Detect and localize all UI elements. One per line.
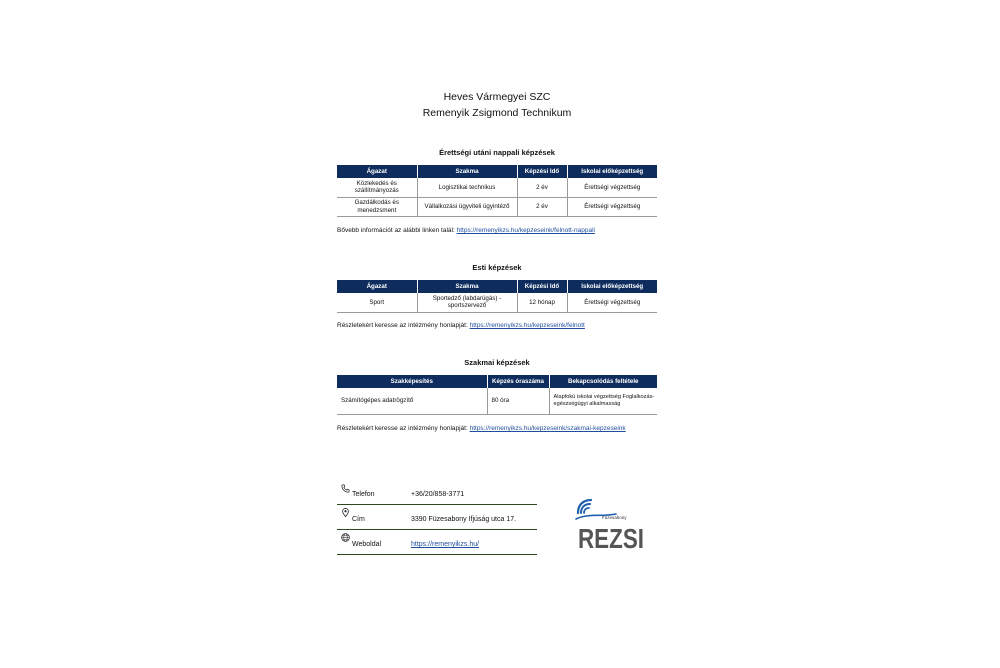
table-cell: Logisztikai technikus — [417, 178, 517, 197]
column-header: Képzési Idő — [517, 165, 567, 178]
note-text: Bővebb információt az alábbi linken talál: — [337, 227, 457, 234]
day-courses-note — [337, 227, 595, 234]
header-school-district: Heves Vármegyei SZC — [443, 91, 551, 103]
globe-icon — [341, 533, 350, 542]
evening-courses-note — [337, 322, 585, 329]
table-header-row — [337, 280, 657, 293]
table-cell: Számítógépes adatrögzítő — [337, 388, 487, 414]
column-header: Iskolai előképzettség — [567, 165, 657, 178]
phone-icon — [341, 484, 350, 493]
column-header: Iskolai előképzettség — [567, 280, 657, 293]
logo-small-text: Füzesabony — [602, 515, 627, 520]
note-text: Részletekért keresse az intézmény honlapját: — [337, 322, 470, 329]
address-value: 3390 Füzesabony Ifjúság utca 17. — [411, 516, 517, 523]
phone-label: Telefon — [352, 491, 375, 498]
website-link[interactable]: https://remenyikzs.hu/ — [411, 541, 480, 548]
day-courses-title: Érettségi utáni nappali képzések — [439, 148, 555, 157]
evening-courses-title: Esti képzések — [472, 263, 522, 272]
column-header: Szakképesítés — [337, 375, 487, 388]
vocational-courses-note — [337, 425, 626, 432]
table-row — [337, 293, 657, 312]
table-header-row — [337, 165, 657, 178]
rezsi-logo — [574, 497, 649, 552]
table-cell: Sport — [337, 293, 417, 312]
note-text: Részletekért keresse az intézmény honlapját: — [337, 425, 470, 432]
table-cell: Érettségi végzettség — [567, 197, 657, 216]
table-row — [337, 388, 657, 414]
phone-value: +36/20/858-3771 — [411, 491, 465, 498]
table-cell: Érettségi végzettség — [567, 178, 657, 197]
vocational-courses-link[interactable]: https://remenyikzs.hu/kepzeseink/szakmai-kepzeseink — [469, 425, 626, 432]
table-header-row — [337, 375, 657, 388]
table-row — [337, 197, 657, 216]
column-header: Szakma — [417, 280, 517, 293]
table-cell: Alapfokú iskolai végzettség Foglalkozás-egészségügyi alkalmasság — [549, 388, 657, 414]
table-cell: Sportedző (labdarúgás) - sportszervező — [417, 293, 517, 312]
vocational-courses-table — [337, 375, 657, 415]
table-cell: 80 óra — [487, 388, 549, 414]
table-cell: Gazdálkodás és menedzsment — [337, 197, 417, 216]
column-header: Szakma — [417, 165, 517, 178]
vocational-courses-title: Szakmai képzések — [464, 358, 530, 367]
table-cell: 2 év — [517, 197, 567, 216]
column-header: Ágazat — [337, 280, 417, 293]
table-cell: 2 év — [517, 178, 567, 197]
table-cell: Vállalkozási ügyviteli ügyintéző — [417, 197, 517, 216]
day-courses-link[interactable]: https://remenyikzs.hu/kepzeseink/felnott-nappali — [456, 227, 595, 234]
table-row — [337, 178, 657, 197]
location-pin-icon — [341, 508, 350, 517]
evening-courses-link[interactable]: https://remenyikzs.hu/kepzeseink/felnott — [469, 322, 585, 329]
evening-courses-table — [337, 280, 657, 313]
column-header: Képzési Idő — [517, 280, 567, 293]
table-cell: 12 hónap — [517, 293, 567, 312]
table-cell: Közlekedés és szállítmányozás — [337, 178, 417, 197]
header-school-name: Remenyik Zsigmond Technikum — [422, 107, 572, 119]
address-label: Cím — [352, 516, 365, 523]
web-label: Weboldal — [352, 541, 382, 548]
column-header: Képzés óraszáma — [487, 375, 549, 388]
day-courses-table — [337, 165, 657, 217]
contact-phone-row — [337, 482, 537, 505]
contact-address-row — [337, 506, 537, 530]
logo-big-text: REZSI — [578, 523, 644, 554]
column-header: Bekapcsolódás feltétele — [549, 375, 657, 388]
contact-web-row — [337, 531, 537, 555]
column-header: Ágazat — [337, 165, 417, 178]
table-cell: Érettségi végzettség — [567, 293, 657, 312]
